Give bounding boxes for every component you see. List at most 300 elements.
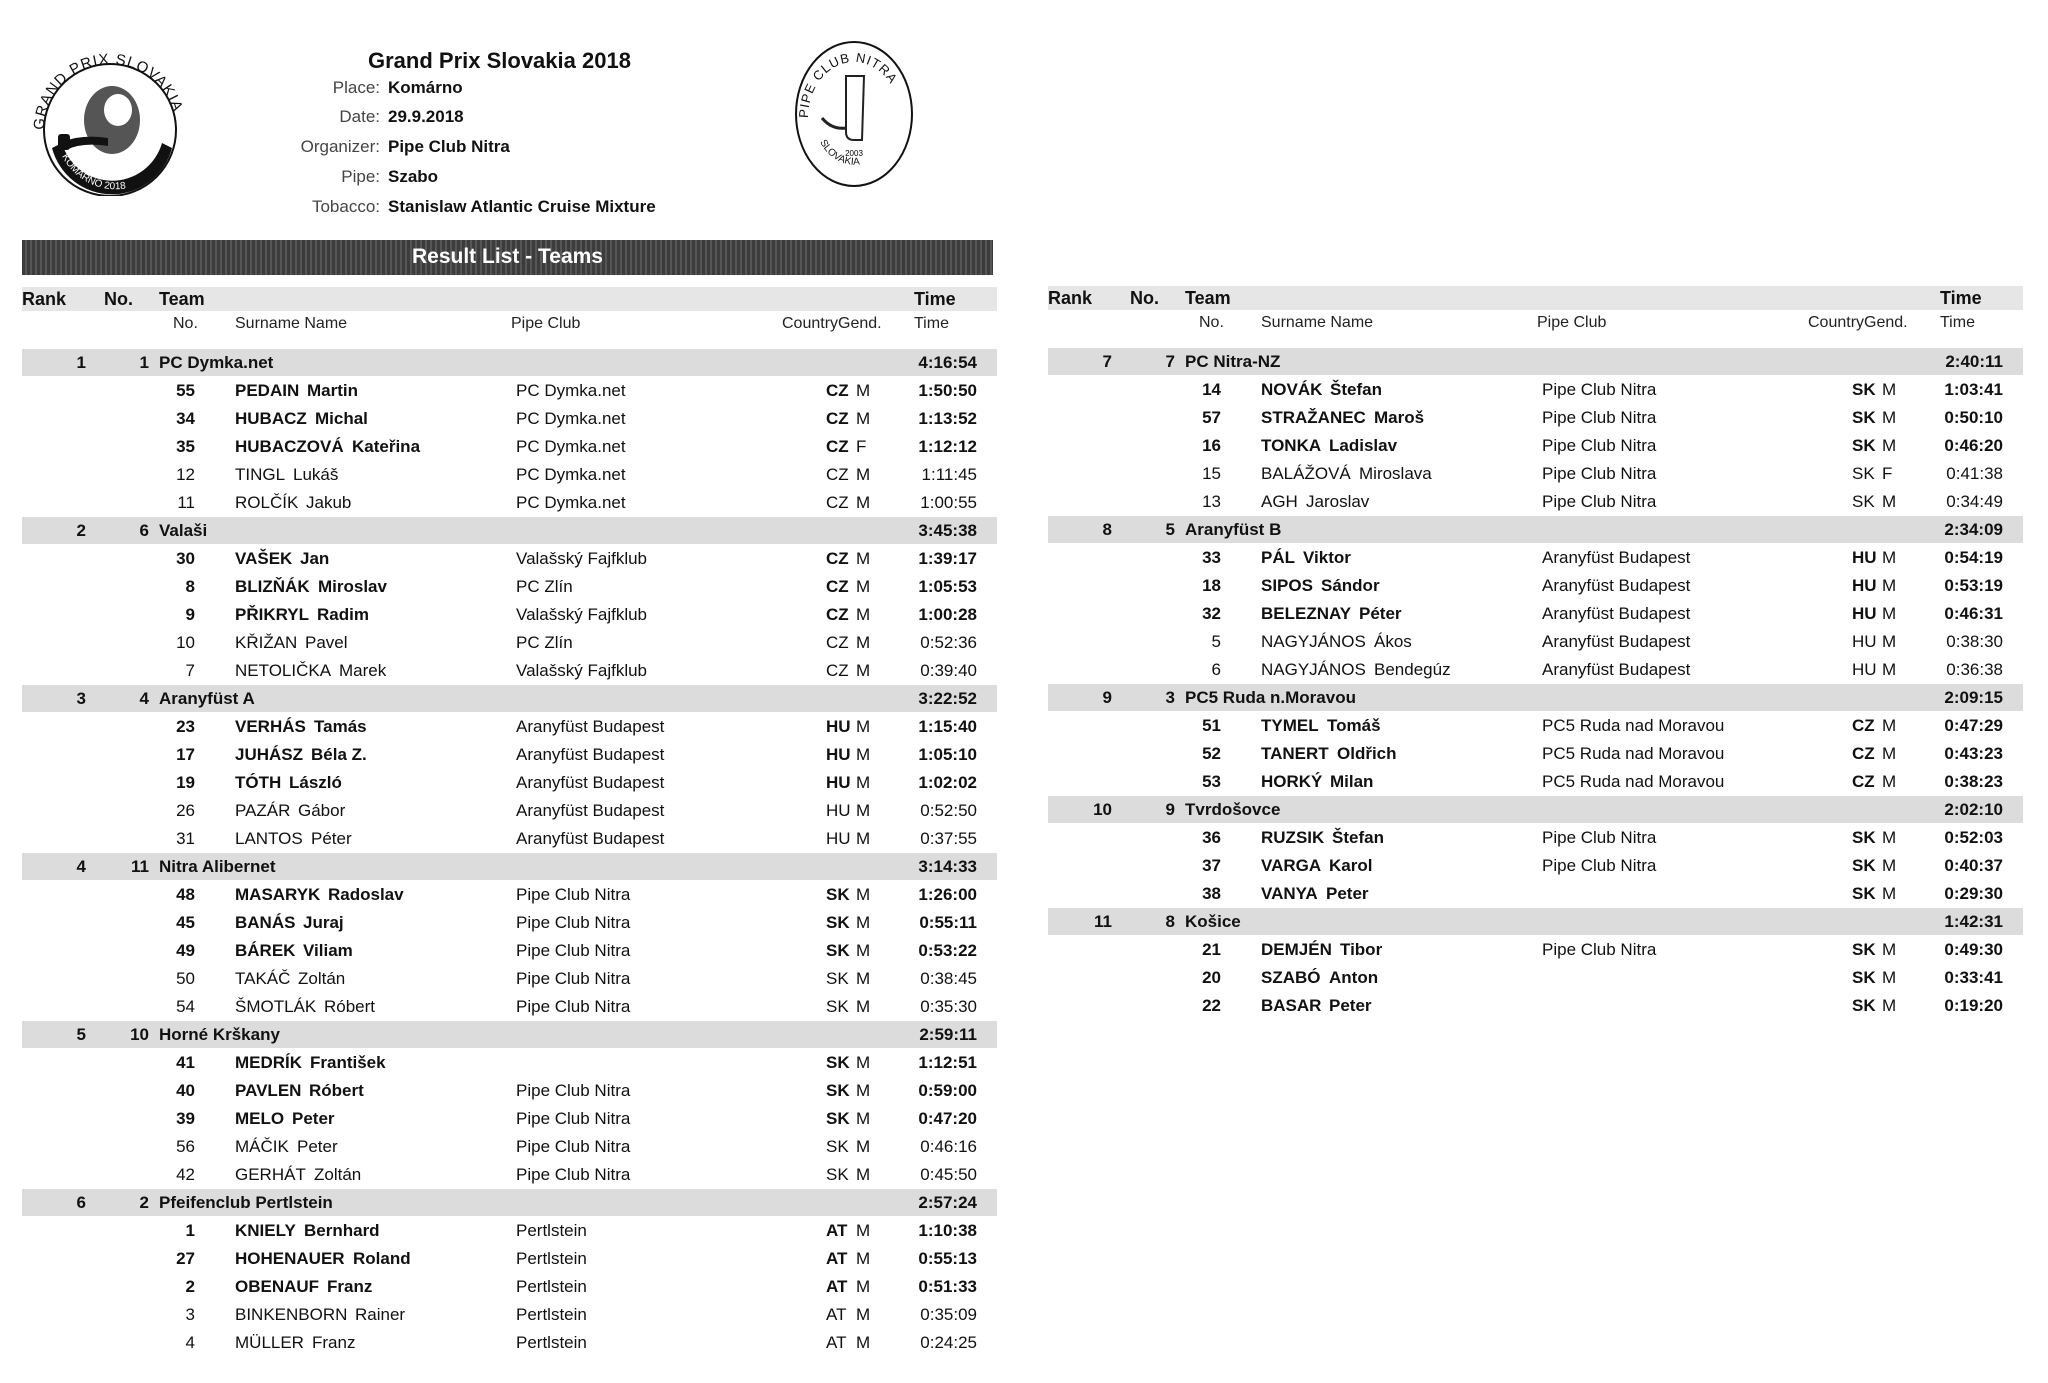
member-row	[1048, 376, 2023, 404]
member-country: SK	[826, 941, 850, 960]
member-number: 35	[176, 437, 195, 456]
member-firstname: Róbert	[324, 997, 376, 1016]
member-time: 0:47:29	[1944, 716, 2003, 735]
member-time: 0:52:03	[1944, 828, 2003, 847]
member-gender: M	[1882, 576, 1897, 595]
member-club: Pipe Club Nitra	[516, 1109, 631, 1128]
member-time: 1:10:38	[918, 1221, 977, 1240]
member-surname: KNIELY	[235, 1221, 296, 1240]
member-club: Pipe Club Nitra	[1542, 940, 1657, 959]
member-surname: TONKA	[1261, 436, 1322, 455]
team-number: 4	[139, 689, 149, 708]
member-surname: HUBACZOVÁ	[235, 437, 344, 456]
member-firstname: Rainer	[355, 1305, 406, 1324]
member-row	[22, 769, 997, 797]
member-firstname: Miroslav	[318, 577, 387, 596]
member-club: Aranyfüst Budapest	[516, 773, 665, 792]
member-club: PC Dymka.net	[516, 381, 626, 400]
member-surname: NAGYJÁNOS	[1261, 632, 1366, 651]
member-country: CZ	[826, 465, 849, 484]
team-name: Valaši	[159, 521, 208, 540]
member-row	[22, 993, 997, 1021]
team-time: 3:45:38	[918, 521, 977, 540]
member-firstname: Karol	[1329, 856, 1373, 875]
team-name: PC5 Ruda n.Moravou	[1185, 688, 1356, 707]
member-row	[22, 1049, 997, 1077]
member-firstname: Roland	[353, 1249, 411, 1268]
member-gender: M	[1882, 772, 1897, 791]
member-country: SK	[826, 1081, 850, 1100]
member-club: Pipe Club Nitra	[1542, 464, 1657, 483]
member-row	[22, 1105, 997, 1133]
member-time: 1:11:45	[921, 465, 977, 484]
member-gender: M	[856, 1333, 871, 1352]
team-row	[22, 853, 997, 880]
member-firstname: Peter	[1329, 996, 1372, 1015]
member-firstname: Béla Z.	[311, 745, 367, 764]
member-firstname: Radoslav	[328, 885, 404, 904]
member-surname: VAŠEK	[235, 549, 293, 568]
member-time: 0:39:40	[920, 661, 977, 680]
member-firstname: Tibor	[1340, 940, 1383, 959]
team-time: 2:09:15	[1944, 688, 2003, 707]
member-number: 30	[176, 549, 195, 568]
team-row	[1048, 516, 2023, 543]
team-time: 2:02:10	[1944, 800, 2003, 819]
member-club: Valašský Fajfklub	[516, 661, 648, 680]
member-firstname: Tamás	[314, 717, 367, 736]
member-time: 1:50:50	[918, 381, 977, 400]
member-firstname: Michal	[315, 409, 368, 428]
member-time: 0:53:22	[918, 941, 977, 960]
member-gender: M	[1882, 632, 1897, 651]
member-number: 41	[176, 1053, 195, 1072]
member-gender: M	[856, 409, 871, 428]
member-row	[22, 825, 997, 853]
member-time: 0:43:23	[1944, 744, 2003, 763]
logo-right-top-text: PIPE CLUB NITRA	[795, 49, 901, 119]
member-country: HU	[1852, 632, 1877, 651]
member-number: 56	[176, 1137, 195, 1156]
member-number: 55	[176, 381, 195, 400]
member-firstname: Štefan	[1330, 380, 1382, 399]
meta-value: 29.9.2018	[388, 107, 464, 126]
member-club: Pipe Club Nitra	[1542, 380, 1657, 399]
member-country: SK	[1852, 856, 1876, 875]
member-surname: MÜLLER	[235, 1333, 304, 1352]
member-firstname: Péter	[1359, 604, 1402, 623]
meta-row	[200, 78, 720, 106]
member-time: 0:36:38	[1946, 660, 2003, 679]
member-country: CZ	[826, 549, 849, 568]
member-number: 9	[185, 605, 195, 624]
member-surname: TINGL	[235, 465, 286, 484]
member-club: Aranyfüst Budapest	[1542, 576, 1691, 595]
member-time: 0:24:25	[920, 1333, 977, 1352]
team-time: 2:34:09	[1944, 520, 2003, 539]
member-gender: M	[1882, 940, 1897, 959]
member-firstname: František	[310, 1053, 386, 1072]
member-gender: M	[856, 1053, 871, 1072]
member-time: 0:46:16	[920, 1137, 977, 1156]
team-row	[22, 349, 997, 376]
member-time: 0:40:37	[1944, 856, 2003, 875]
member-gender: M	[856, 605, 871, 624]
team-time: 2:57:24	[918, 1193, 977, 1212]
member-gender: M	[856, 745, 871, 764]
team-row	[22, 517, 997, 544]
member-time: 1:00:28	[918, 605, 977, 624]
member-country: SK	[1852, 828, 1876, 847]
member-surname: NETOLIČKA	[235, 661, 332, 680]
member-row	[22, 489, 997, 517]
member-time: 0:35:09	[920, 1305, 977, 1324]
member-club: Pertlstein	[516, 1277, 587, 1296]
team-row	[22, 1021, 997, 1048]
member-firstname: Peter	[292, 1109, 335, 1128]
member-number: 57	[1202, 408, 1221, 427]
logo-right-year: 2003	[845, 149, 863, 158]
member-country: HU	[826, 773, 851, 792]
member-surname: SIPOS	[1261, 576, 1313, 595]
member-gender: M	[856, 381, 871, 400]
member-country: SK	[1852, 408, 1876, 427]
member-surname: MASARYK	[235, 885, 321, 904]
member-row	[22, 1217, 997, 1245]
member-firstname: Milan	[1330, 772, 1374, 791]
member-surname: JUHÁSZ	[235, 745, 304, 764]
meta-label: Pipe:	[341, 167, 380, 186]
member-gender: M	[856, 465, 871, 484]
member-firstname: Bendegúz	[1374, 660, 1451, 679]
member-surname: BÁREK	[235, 941, 296, 960]
member-firstname: László	[289, 773, 342, 792]
member-country: SK	[1852, 380, 1876, 399]
member-number: 26	[176, 801, 195, 820]
member-firstname: Ladislav	[1329, 436, 1398, 455]
member-time: 0:46:31	[1944, 604, 2003, 623]
member-number: 4	[185, 1333, 195, 1352]
member-time: 0:54:19	[1944, 548, 2003, 567]
time-header: Time	[914, 289, 956, 309]
member-country: AT	[826, 1249, 848, 1268]
member-firstname: Zoltán	[298, 969, 346, 988]
member-time: 1:05:10	[918, 745, 977, 764]
rank-header: Rank	[22, 289, 67, 309]
member-surname: TANERT	[1261, 744, 1329, 763]
member-country: CZ	[826, 577, 849, 596]
member-gender: F	[856, 437, 867, 456]
member-club: Aranyfüst Budapest	[516, 829, 665, 848]
team-number: 1	[139, 353, 149, 372]
team-name: Košice	[1185, 912, 1241, 931]
member-number: 39	[176, 1109, 195, 1128]
member-number: 15	[1202, 464, 1221, 483]
member-row	[1048, 852, 2023, 880]
member-surname: DEMJÉN	[1261, 940, 1332, 959]
member-country: AT	[826, 1221, 848, 1240]
member-time: 0:38:30	[1946, 632, 2003, 651]
sub-time-header: Time	[914, 315, 949, 332]
member-surname: LANTOS	[235, 829, 303, 848]
member-club: PC Dymka.net	[516, 437, 626, 456]
member-club: Aranyfüst Budapest	[1542, 548, 1691, 567]
member-time: 0:38:23	[1944, 772, 2003, 791]
member-number: 12	[176, 465, 195, 484]
member-gender: M	[856, 885, 871, 904]
member-number: 34	[176, 409, 195, 428]
team-time: 4:16:54	[918, 353, 977, 372]
member-number: 19	[176, 773, 195, 792]
member-firstname: Martin	[307, 381, 358, 400]
member-country: SK	[826, 913, 850, 932]
member-row	[1048, 460, 2023, 488]
logo-right-bottom-text: SLOVAKIA	[817, 137, 861, 168]
team-rank: 8	[1102, 520, 1112, 539]
member-surname: MELO	[235, 1109, 285, 1128]
member-gender: M	[1882, 548, 1897, 567]
member-country: SK	[1852, 940, 1876, 959]
member-country: CZ	[826, 661, 849, 680]
member-club: PC5 Ruda nad Moravou	[1542, 772, 1725, 791]
member-number: 2	[185, 1277, 195, 1296]
member-row	[22, 797, 997, 825]
member-row	[22, 1273, 997, 1301]
member-number: 38	[1202, 884, 1221, 903]
member-gender: M	[856, 661, 871, 680]
member-gender: M	[856, 941, 871, 960]
member-time: 0:52:36	[920, 633, 977, 652]
member-gender: M	[1882, 408, 1897, 427]
member-row	[1048, 432, 2023, 460]
member-firstname: Peter	[297, 1137, 338, 1156]
team-header: Team	[1185, 288, 1231, 308]
member-country: HU	[826, 717, 851, 736]
member-club: Pipe Club Nitra	[1542, 828, 1657, 847]
team-rank: 2	[76, 521, 86, 540]
member-club: PC Dymka.net	[516, 465, 626, 484]
team-row	[22, 1189, 997, 1216]
member-number: 54	[176, 997, 195, 1016]
meta-row	[200, 197, 720, 225]
team-name: Pfeifenclub Pertlstein	[159, 1193, 333, 1212]
member-club: Pipe Club Nitra	[516, 913, 631, 932]
member-time: 0:47:20	[918, 1109, 977, 1128]
member-country: HU	[1852, 576, 1877, 595]
member-time: 0:41:38	[1946, 464, 2003, 483]
member-number: 51	[1202, 716, 1221, 735]
member-row	[1048, 712, 2023, 740]
team-row	[1048, 796, 2023, 823]
team-name: Aranyfüst B	[1185, 520, 1282, 539]
meta-label: Tobacco:	[311, 197, 380, 216]
member-gender: M	[856, 1277, 871, 1296]
member-gender: M	[856, 1221, 871, 1240]
member-firstname: Pavel	[305, 633, 348, 652]
meta-row	[200, 137, 720, 165]
svg-text:PIPE CLUB NITRA	[796, 50, 901, 118]
member-club: PC Zlín	[516, 633, 573, 652]
header-row-sub	[22, 313, 997, 337]
member-country: SK	[826, 1165, 849, 1184]
member-row	[1048, 880, 2023, 908]
member-time: 1:26:00	[918, 885, 977, 904]
member-club: Pipe Club Nitra	[516, 997, 631, 1016]
member-firstname: Lukáš	[293, 465, 339, 484]
member-country: SK	[1852, 968, 1876, 987]
team-name: PC Dymka.net	[159, 353, 274, 372]
member-surname: STRAŽANEC	[1261, 408, 1366, 427]
team-name: PC Nitra-NZ	[1185, 352, 1281, 371]
team-rank: 11	[1094, 912, 1112, 931]
member-club: PC Dymka.net	[516, 493, 626, 512]
member-country: HU	[1852, 548, 1877, 567]
member-country: SK	[1852, 492, 1875, 511]
member-row	[22, 1301, 997, 1329]
member-gender: M	[856, 1165, 871, 1184]
meta-label: Place:	[332, 78, 380, 97]
member-row	[1048, 488, 2023, 516]
member-firstname: Franz	[312, 1333, 356, 1352]
member-club: Pipe Club Nitra	[1542, 492, 1657, 511]
member-gender: M	[1882, 604, 1897, 623]
member-time: 1:15:40	[918, 717, 977, 736]
member-time: 0:51:33	[918, 1277, 977, 1296]
team-rank: 9	[1102, 688, 1112, 707]
results-column-left	[22, 287, 997, 1377]
header-row-main	[22, 287, 997, 311]
member-firstname: Tomáš	[1327, 716, 1381, 735]
member-row	[22, 937, 997, 965]
member-number: 23	[176, 717, 195, 736]
team-number: 7	[1165, 352, 1175, 371]
header-row-sub	[1048, 312, 2023, 336]
member-time: 1:13:52	[918, 409, 977, 428]
team-number: 6	[139, 521, 149, 540]
no-header: No.	[104, 289, 133, 309]
member-time: 1:39:17	[918, 549, 977, 568]
member-surname: AGH	[1261, 492, 1298, 511]
meta-value: Stanislaw Atlantic Cruise Mixture	[388, 197, 656, 216]
member-club: Valašský Fajfklub	[516, 605, 648, 624]
no-header: No.	[1130, 288, 1159, 308]
member-country: HU	[826, 801, 851, 820]
member-row	[22, 713, 997, 741]
member-surname: BALÁŽOVÁ	[1261, 464, 1351, 483]
member-surname: VARGA	[1261, 856, 1322, 875]
member-row	[22, 1077, 997, 1105]
member-club: PC Zlín	[516, 577, 573, 596]
member-row	[22, 405, 997, 433]
member-time: 0:19:20	[1944, 996, 2003, 1015]
member-row	[1048, 740, 2023, 768]
team-rank: 7	[1102, 352, 1112, 371]
member-time: 0:29:30	[1944, 884, 2003, 903]
member-firstname: Štefan	[1332, 828, 1384, 847]
member-number: 1	[185, 1221, 195, 1240]
member-row	[1048, 964, 2023, 992]
member-club: Aranyfüst Budapest	[1542, 604, 1691, 623]
member-row	[1048, 404, 2023, 432]
member-number: 31	[176, 829, 195, 848]
member-row	[22, 545, 997, 573]
member-gender: M	[1882, 492, 1897, 511]
member-firstname: Jan	[300, 549, 330, 568]
member-country: SK	[826, 1137, 849, 1156]
member-time: 0:34:49	[1946, 492, 2003, 511]
member-number: 45	[176, 913, 195, 932]
member-gender: M	[1882, 436, 1897, 455]
member-time: 1:05:53	[918, 577, 977, 596]
sub-country-header: CountryGend.	[782, 315, 882, 332]
member-club: Aranyfüst Budapest	[516, 745, 665, 764]
member-club: Pipe Club Nitra	[516, 969, 631, 988]
member-club: Pipe Club Nitra	[516, 1165, 631, 1184]
team-name: Nitra Alibernet	[159, 857, 276, 876]
meta-value: Pipe Club Nitra	[388, 137, 510, 156]
member-number: 18	[1202, 576, 1221, 595]
member-number: 13	[1202, 492, 1221, 511]
member-surname: OBENAUF	[235, 1277, 320, 1296]
team-rank: 1	[76, 353, 86, 372]
team-time: 2:59:11	[919, 1025, 977, 1044]
member-number: 16	[1202, 436, 1221, 455]
member-firstname: Ákos	[1374, 632, 1412, 651]
member-time: 0:53:19	[1944, 576, 2003, 595]
pipe-club-nitra-logo	[792, 38, 916, 190]
sub-time-header: Time	[1940, 314, 1975, 331]
member-time: 0:33:41	[1944, 968, 2003, 987]
member-number: 42	[176, 1165, 195, 1184]
member-surname: TÓTH	[235, 773, 282, 792]
logo-left-bottom-text: KOMÁRNO 2018	[59, 152, 127, 193]
member-time: 0:55:11	[919, 913, 977, 932]
member-gender: M	[856, 997, 871, 1016]
member-time: 1:03:41	[1944, 380, 2003, 399]
result-list-banner	[22, 240, 993, 275]
member-number: 53	[1202, 772, 1221, 791]
member-country: SK	[1852, 884, 1876, 903]
member-gender: M	[1882, 856, 1897, 875]
meta-label: Date:	[339, 107, 380, 126]
member-number: 22	[1202, 996, 1221, 1015]
member-number: 50	[176, 969, 195, 988]
member-row	[1048, 992, 2023, 1020]
member-club: Pipe Club Nitra	[516, 1137, 631, 1156]
member-surname: GERHÁT	[235, 1165, 306, 1184]
member-row	[22, 1133, 997, 1161]
member-gender: M	[856, 717, 871, 736]
member-surname: KŘIŽAN	[235, 633, 298, 652]
member-surname: NAGYJÁNOS	[1261, 660, 1366, 679]
member-row	[22, 965, 997, 993]
member-club: Pipe Club Nitra	[516, 885, 631, 904]
member-gender: M	[856, 1137, 871, 1156]
member-number: 49	[176, 941, 195, 960]
team-rank: 4	[76, 857, 86, 876]
member-time: 0:37:55	[920, 829, 977, 848]
member-time: 0:50:10	[1944, 408, 2003, 427]
member-club: Pertlstein	[516, 1221, 587, 1240]
member-number: 7	[185, 661, 195, 680]
member-row	[22, 741, 997, 769]
member-row	[1048, 572, 2023, 600]
member-club: Pipe Club Nitra	[516, 941, 631, 960]
team-number: 9	[1165, 800, 1175, 819]
member-firstname: Jaroslav	[1306, 492, 1370, 511]
logo-left-top-text: GRAND PRIX SLOVAKIA	[30, 50, 187, 131]
member-surname: BINKENBORN	[235, 1305, 348, 1324]
